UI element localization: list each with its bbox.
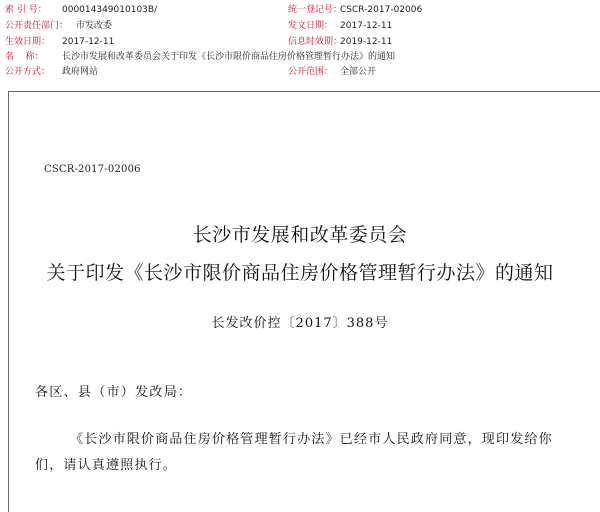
- meta-label-index-number: 索 引 号：: [5, 5, 47, 15]
- document-title-issuer: 长沙市发展和改革委员会: [192, 224, 408, 246]
- meta-label-validity-period: 信息时效期：: [288, 37, 343, 47]
- meta-value-index-number: 000014349010103B/: [62, 5, 158, 15]
- meta-row-index: [0, 6, 600, 22]
- meta-row-disclosure: [0, 68, 600, 84]
- meta-label-disclosure-method: 公开方式：: [5, 67, 51, 77]
- meta-label-disclosure-scope: 公开范围：: [288, 67, 334, 77]
- document-salutation: 各区、县（市）发改局：: [35, 385, 193, 400]
- meta-value-validity-period: 2019-12-11: [340, 37, 393, 47]
- document-frame: [8, 91, 600, 512]
- meta-row-department: [0, 22, 600, 38]
- document-code: CSCR-2017-02006: [44, 164, 141, 175]
- metadata-panel: [0, 0, 600, 80]
- meta-label-issue-date: 发文日期：: [288, 21, 334, 31]
- document-paragraph-line-2: 们，请认真遵照执行。: [35, 458, 178, 473]
- document-paragraph-line-1: 《长沙市限价商品住房价格管理暂行办法》已经市人民政府同意，现印发给你: [70, 432, 553, 447]
- meta-value-issue-date: 2017-12-11: [340, 21, 393, 31]
- meta-label-registration-number: 统一登记号：: [288, 5, 343, 15]
- meta-value-effective-date: 2017-12-11: [62, 37, 115, 47]
- meta-label-department: 公开责任部门：: [5, 21, 69, 31]
- meta-label-name: 名 称：: [5, 52, 44, 62]
- meta-value-registration-number: CSCR-2017-02006: [340, 5, 423, 15]
- meta-value-department: 市发改委: [76, 21, 113, 31]
- meta-value-name: 长沙市发展和改革委员会关于印发《长沙市限价商品住房价格管理暂行办法》的通知: [62, 52, 396, 62]
- meta-value-disclosure-method: 政府网站: [62, 67, 99, 77]
- meta-label-effective-date: 生效日期：: [5, 37, 51, 47]
- meta-value-disclosure-scope: 全部公开: [340, 67, 377, 77]
- document-number: 长发改价控〔2017〕388号: [211, 316, 389, 331]
- document-title-subject: 关于印发《长沙市限价商品住房价格管理暂行办法》的通知: [46, 262, 554, 284]
